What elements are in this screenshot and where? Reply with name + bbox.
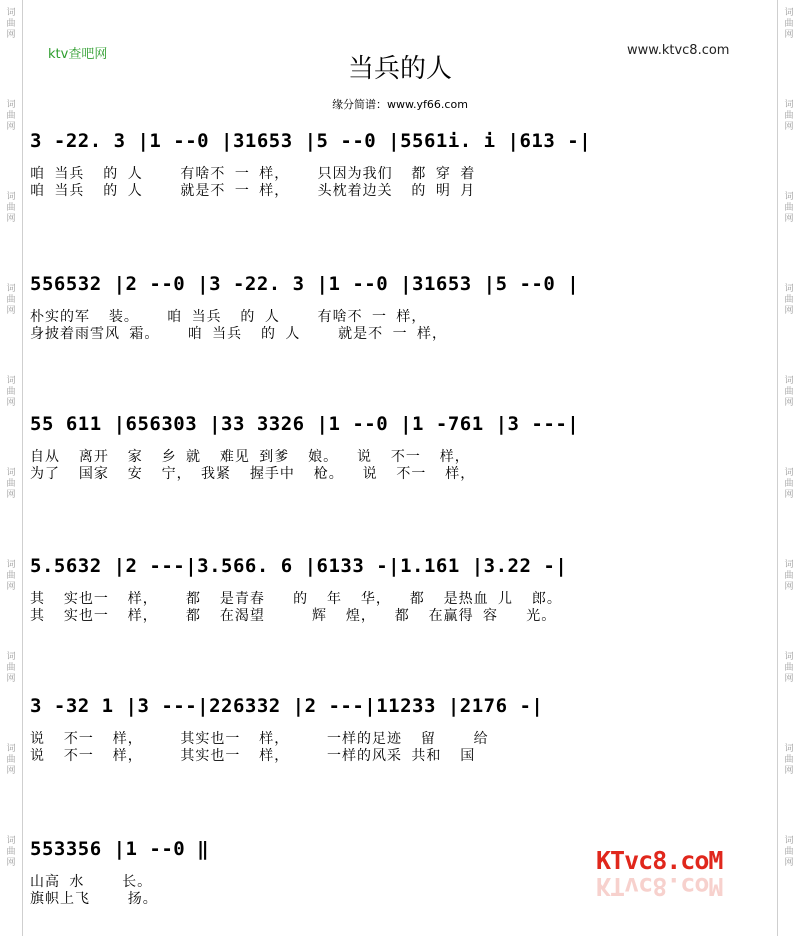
watermark-glyphs: 词 曲 网 bbox=[784, 836, 794, 868]
ktvc8-logo-reflection: KTvc8.coM bbox=[596, 872, 723, 901]
site-url[interactable]: www.ktvc8.com bbox=[627, 43, 730, 58]
notation-line: 3 -32 1 |3 ---|226332 |2 ---|11233 |2176 -| bbox=[30, 695, 544, 717]
watermark-glyphs: 词 曲 网 bbox=[6, 836, 16, 868]
lyric-verse-2: 其 实也一 样， 都 在渴望 辉 煌， 都 在赢得 容 光。 bbox=[30, 608, 557, 624]
watermark-glyphs: 词 曲 网 bbox=[784, 284, 794, 316]
notation-line: 3 -22. 3 |1 --0 |31653 |5 --0 |5561i. i |613 -| bbox=[30, 130, 592, 152]
lyric-verse-2: 旗帜上飞 扬。 bbox=[30, 891, 158, 907]
watermark-glyphs: 词 曲 网 bbox=[784, 652, 794, 684]
notation-line: 556532 |2 --0 |3 -22. 3 |1 --0 |31653 |5 --0 | bbox=[30, 273, 580, 295]
watermark-glyphs: 词 曲 网 bbox=[6, 744, 16, 776]
notation-line: 5.5632 |2 ---|3.566. 6 |6133 -|1.161 |3.22 -| bbox=[30, 555, 568, 577]
watermark-glyphs: 词 曲 网 bbox=[784, 468, 794, 500]
brand-label[interactable]: ktv查吧网 bbox=[48, 47, 108, 62]
lyric-verse-2: 咱 当兵 的 人 就是不 一 样， 头枕着边关 的 明 月 bbox=[30, 183, 476, 199]
song-title: 当兵的人 bbox=[347, 54, 452, 84]
notation-line: 553356 |1 --0 ‖ bbox=[30, 838, 210, 860]
watermark-glyphs: 词 曲 网 bbox=[784, 376, 794, 408]
lyric-verse-2: 为了 国家 安 宁， 我紧 握手中 枪。 说 不一 样， bbox=[30, 466, 476, 482]
lyric-verse-1: 山高 水 长。 bbox=[30, 874, 153, 890]
lyric-verse-1: 说 不一 样， 其实也一 样， 一样的足迹 留 给 bbox=[30, 731, 489, 747]
watermark-glyphs: 词 曲 网 bbox=[6, 8, 16, 40]
lyric-verse-2: 身披着雨雪风 霜。 咱 当兵 的 人 就是不 一 样， bbox=[30, 326, 448, 342]
watermark-glyphs: 词 曲 网 bbox=[784, 192, 794, 224]
lyric-verse-1: 其 实也一 样， 都 是青春 的 年 华， 都 是热血 儿 郎。 bbox=[30, 591, 562, 607]
watermark-glyphs: 词 曲 网 bbox=[6, 284, 16, 316]
watermark-glyphs: 词 曲 网 bbox=[784, 560, 794, 592]
lyric-verse-1: 咱 当兵 的 人 有啥不 一 样， 只因为我们 都 穿 着 bbox=[30, 166, 476, 182]
watermark-glyphs: 词 曲 网 bbox=[784, 100, 794, 132]
watermark-glyphs: 词 曲 网 bbox=[6, 652, 16, 684]
watermark-glyphs: 词 曲 网 bbox=[784, 744, 794, 776]
left-watermark-strip bbox=[0, 0, 23, 936]
watermark-glyphs: 词 曲 网 bbox=[784, 8, 794, 40]
score-credit: 缘分简谱：www.yf66.com bbox=[332, 98, 468, 111]
watermark-glyphs: 词 曲 网 bbox=[6, 100, 16, 132]
watermark-glyphs: 词 曲 网 bbox=[6, 468, 16, 500]
lyric-verse-1: 朴实的军 装。 咱 当兵 的 人 有啥不 一 样， bbox=[30, 309, 427, 325]
notation-line: 55 611 |656303 |33 3326 |1 --0 |1 -761 |3 ---| bbox=[30, 413, 580, 435]
lyric-verse-1: 自从 离开 家 乡 就 难见 到爹 娘。 说 不一 样， bbox=[30, 449, 470, 465]
watermark-glyphs: 词 曲 网 bbox=[6, 376, 16, 408]
right-watermark-strip bbox=[777, 0, 800, 936]
lyric-verse-2: 说 不一 样， 其实也一 样， 一样的风采 共和 国 bbox=[30, 748, 476, 764]
ktvc8-logo: KTvc8.coM bbox=[596, 846, 723, 875]
watermark-glyphs: 词 曲 网 bbox=[6, 192, 16, 224]
watermark-glyphs: 词 曲 网 bbox=[6, 560, 16, 592]
